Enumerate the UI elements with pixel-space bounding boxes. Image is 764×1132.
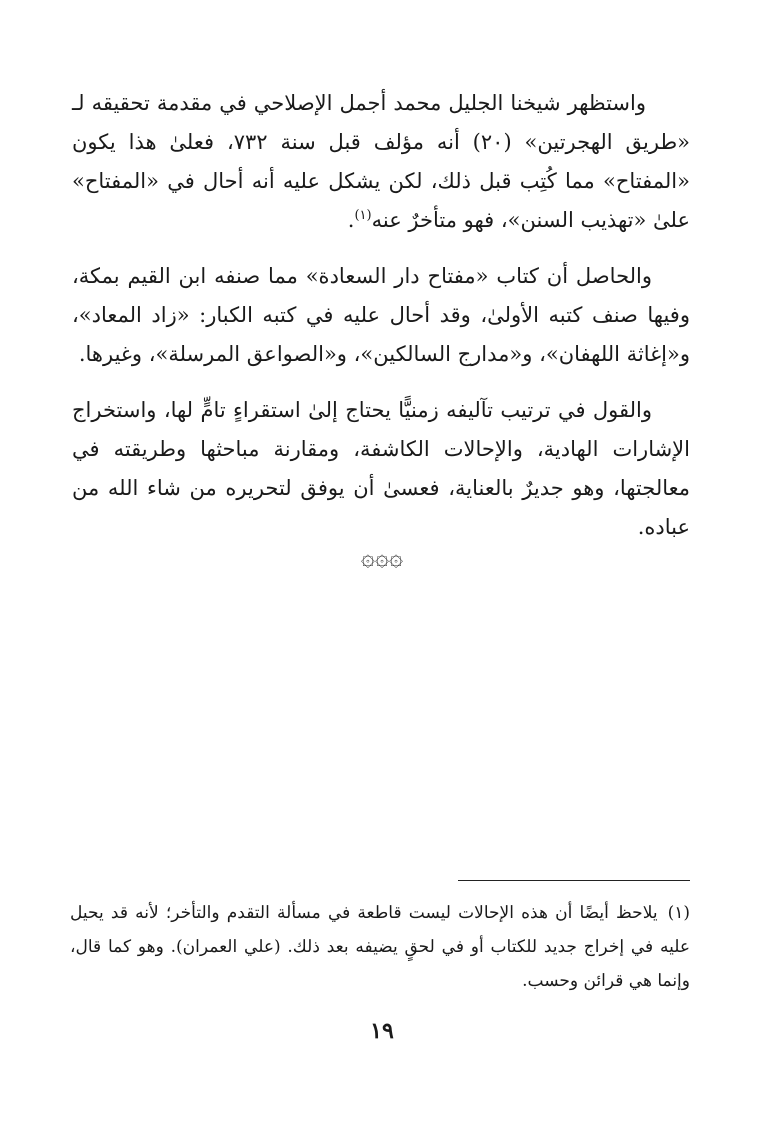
footnotes [70,896,690,998]
section-divider-ornament-icon: ۞۞۞ [360,543,404,571]
paragraph-2: والحاصل أن كتاب «مفتاح دار السعادة» مما صنفه ابن القيم بمكة، وفيها صنف كتبه الأولىٰ، وقد أحال عليه في كتبه الكبار: «زاد المعاد»، و«إغاثة اللهفان»، و«مدارج السالكين»، و«الصواعق المرسلة»، وغيرها. [72,264,690,366]
footnote-text: يلاحظ أيضًا أن هذه الإحالات ليست قاطعة في مسألة التقدم والتأخر؛ لأنه قد يحيل عليه في إخراج جديد للكتاب أو في لحقٍ يضيفه بعد ذلك. (علي العمران). وهو كما قال، وإنما هي قرائن وحسب. [70,903,690,991]
footnote-number: (١) [667,903,690,923]
paragraph-1 [72,84,690,240]
page-number: ١٩ [370,1018,394,1044]
footnote-divider [458,880,690,881]
paragraph-1-end: . [347,208,355,232]
paragraph-1-text: واستظهر شيخنا الجليل محمد أجمل الإصلاحي في مقدمة تحقيقه لـ «طريق الهجرتين» (٢٠) أنه مؤلف قبل سنة ٧٣٢، فعلىٰ هذا يكون «المفتاح» مما كُتِب قبل ذلك، لكن يشكل عليه أنه أحال في «المفتاح» علىٰ «تهذيب السنن»، فهو متأخرٌ عنه [72,91,691,232]
main-text [72,84,690,564]
footnote-item [70,896,690,998]
footnote-reference[interactable]: (١) [354,208,372,223]
paragraph-3: والقول في ترتيب تآليفه زمنيًّا يحتاج إلىٰ استقراءٍ تامٍّ لها، واستخراج الإشارات الهادية، والإحالات الكاشفة، ومقارنة مباحثها وطريقته في معالجتها، وهو جديرٌ بالعناية، فعسىٰ أن يوفق لتحريره من شاء الله من عباده. [72,398,690,539]
